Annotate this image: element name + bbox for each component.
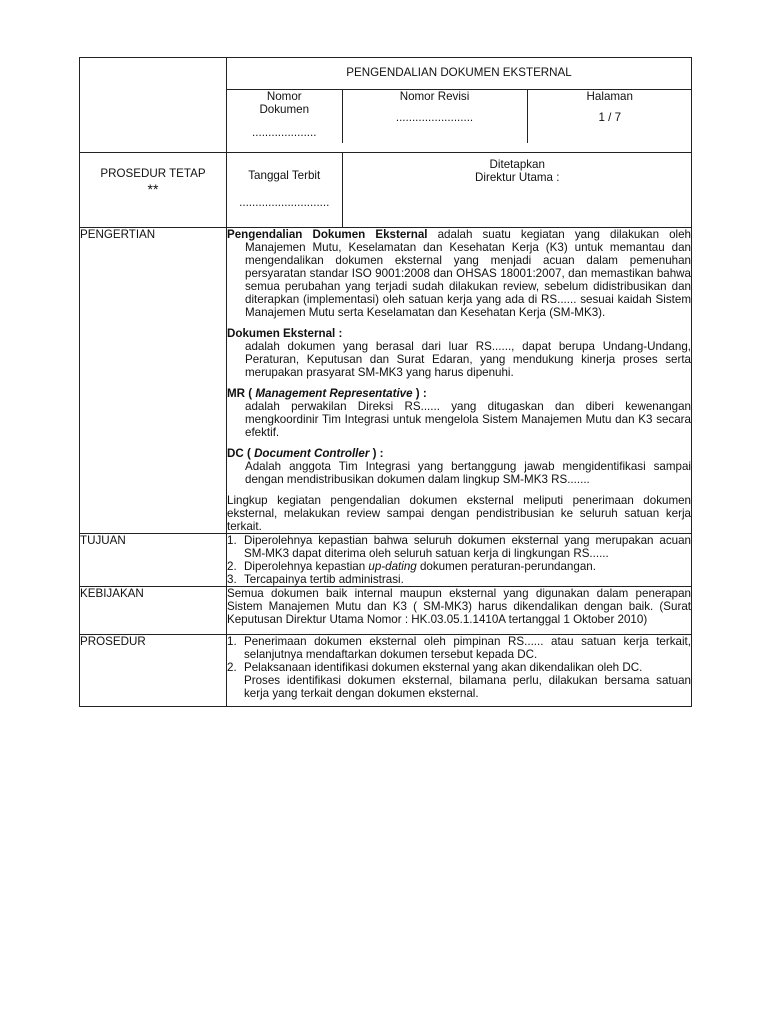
- prosedur-list: [227, 635, 691, 700]
- tujuan-list: [227, 534, 691, 586]
- nomor-revisi-label: Nomor Revisi: [399, 90, 470, 104]
- halaman-label: Halaman: [586, 90, 633, 104]
- sop-document-table: [79, 57, 692, 707]
- halaman-value: 1 / 7: [598, 111, 622, 125]
- list-text-continued: Proses identifikasi dokumen eksternal, bilamana perlu, dilakukan bersama satuan kerja yang terkait dengan dokumen eksternal.: [244, 674, 691, 700]
- dc-heading: [227, 447, 691, 460]
- definition-dc: Adalah anggota Tim Integrasi yang bertanggung jawab mengidentifikasi sampai dengan mendistribusikan dokumen dalam lingkup SM-MK3 RS.......: [245, 460, 691, 486]
- mr-abbrev: MR (: [227, 387, 256, 400]
- list-number: 2.: [227, 560, 237, 573]
- mr-full: Management Representative: [255, 387, 413, 400]
- issuance-table: [227, 153, 692, 227]
- list-text: Pelaksanaan identifikasi dokumen eksternal yang akan dikendalikan oleh DC.: [244, 661, 643, 674]
- list-text: Penerimaan dokumen eksternal oleh pimpinan RS...... atau satuan kerja terkait, selanjutnya mendaftarkan dokumen tersebut kepada DC.: [244, 635, 691, 661]
- list-text: Tercapainya tertib administrasi.: [244, 573, 404, 586]
- mr-close: ) :: [412, 387, 427, 400]
- nomor-revisi-value: ........................: [395, 111, 474, 125]
- term-pengendalian: Pengendalian Dokumen Eksternal: [227, 228, 428, 241]
- doc-number-table: [227, 90, 692, 143]
- nomor-dokumen-cell: [227, 90, 342, 143]
- definition-mr: adalah perwakilan Direksi RS...... yang ditugaskan dan diberi kewenangan mengkoordinir Tim Integrasi untuk mengelola Sistem Manajemen Mutu dan K3 secara efektif.: [245, 400, 691, 439]
- list-text: Diperolehnya kepastian bahwa seluruh dokumen eksternal yang merupakan acuan SM-MK3 dapat diterima oleh seluruh satuan kerja di lingkungan RS......: [244, 534, 691, 560]
- ditetapkan-label: Ditetapkan: [489, 158, 545, 171]
- list-text: dokumen peraturan-perundangan.: [416, 560, 596, 573]
- dokumen-eksternal-heading: [227, 327, 691, 340]
- term-dokumen-eksternal: Dokumen Eksternal :: [227, 327, 343, 340]
- nomor-dokumen-value: ....................: [252, 126, 317, 140]
- section-label-prosedur: PROSEDUR: [80, 635, 227, 707]
- dc-full: Document Controller: [254, 447, 370, 460]
- section-label-tujuan: TUJUAN: [80, 534, 227, 587]
- scope-paragraph: Lingkup kegiatan pengendalian dokumen eksternal meliputi penerimaan dokumen eksternal, melakukan review sampai dengan pendistribusian ke seluruh satuan kerja terkait.: [227, 494, 691, 533]
- tanggal-terbit-value: ............................: [239, 196, 330, 209]
- list-item: [227, 661, 691, 700]
- definition-dokumen-eksternal: adalah dokumen yang berasal dari luar RS......, dapat berupa Undang-Undang, Peraturan, Keputusan dan Surat Edaran, yang mendukung kinerja proses serta merupakan prasyarat SM-MK3 yang harus dipenuhi.: [245, 340, 691, 379]
- protap-cell: [80, 153, 227, 228]
- logo-area: [80, 58, 227, 153]
- list-item: [227, 635, 691, 661]
- dc-abbrev: DC (: [227, 447, 255, 460]
- tanggal-terbit-label: Tanggal Terbit: [248, 169, 321, 182]
- list-number: 2.: [227, 661, 237, 674]
- dc-close: ) :: [369, 447, 384, 460]
- mr-heading: [227, 387, 691, 400]
- pengertian-paragraph: [227, 228, 691, 319]
- header-info-cell: [227, 58, 692, 90]
- list-number: 1.: [227, 534, 237, 547]
- direktur-utama-label: Direktur Utama :: [475, 171, 560, 184]
- tujuan-content: [227, 534, 692, 587]
- nomor-dokumen-label: Nomor Dokumen: [259, 90, 310, 117]
- pengertian-content: [227, 228, 692, 534]
- list-number: 1.: [227, 635, 237, 648]
- section-label-pengertian: PENGERTIAN: [80, 228, 227, 534]
- list-text-italic: up-dating: [368, 560, 417, 573]
- prosedur-content: [227, 635, 692, 707]
- ditetapkan-cell: [342, 153, 692, 227]
- definition-pengendalian: adalah suatu kegiatan yang dilakukan oleh Manajemen Mutu, Keselamatan dan Kesehatan Kerja (K3) untuk memantau dan mengendalikan dokumen eksternal yang menjadi acuan dalam pemenuhan persyaratan standar ISO 9001:2008 dan OHSAS 18001:2007, dan memastikan bahwa semua perubahan yang terjadi sudah dilakukan review, sebelum didistribusikan dan diterapkan (implementasi) oleh satuan kerja yang ada di RS...... sesuai kaidah Sistem Manajemen Mutu serta Keselamatan dan Kesehatan Kerja (SM-MK3).: [245, 228, 692, 319]
- tanggal-terbit-cell: [227, 153, 342, 227]
- protap-label: PROSEDUR TETAP: [100, 167, 206, 180]
- halaman-cell: [527, 90, 692, 143]
- doc-number-row: [227, 90, 692, 153]
- list-number: 3.: [227, 573, 237, 586]
- kebijakan-content: Semua dokumen baik internal maupun eksternal yang digunakan dalam penerapan Sistem Manajemen Mutu dan K3 ( SM-MK3) harus dikendalikan dengan baik. (Surat Keputusan Direktur Utama Nomor : HK.03.05.1.1410A tertanggal 1 Oktober 2010): [227, 587, 692, 635]
- list-item: [227, 560, 691, 573]
- document-title: PENGENDALIAN DOKUMEN EKSTERNAL: [346, 66, 572, 79]
- protap-stars: **: [147, 181, 159, 197]
- nomor-revisi-cell: [342, 90, 527, 143]
- list-item: [227, 534, 691, 560]
- list-text: Diperolehnya kepastian: [244, 560, 369, 573]
- issuance-row: [227, 153, 692, 228]
- list-item: [227, 573, 691, 586]
- section-label-kebijakan: KEBIJAKAN: [80, 587, 227, 635]
